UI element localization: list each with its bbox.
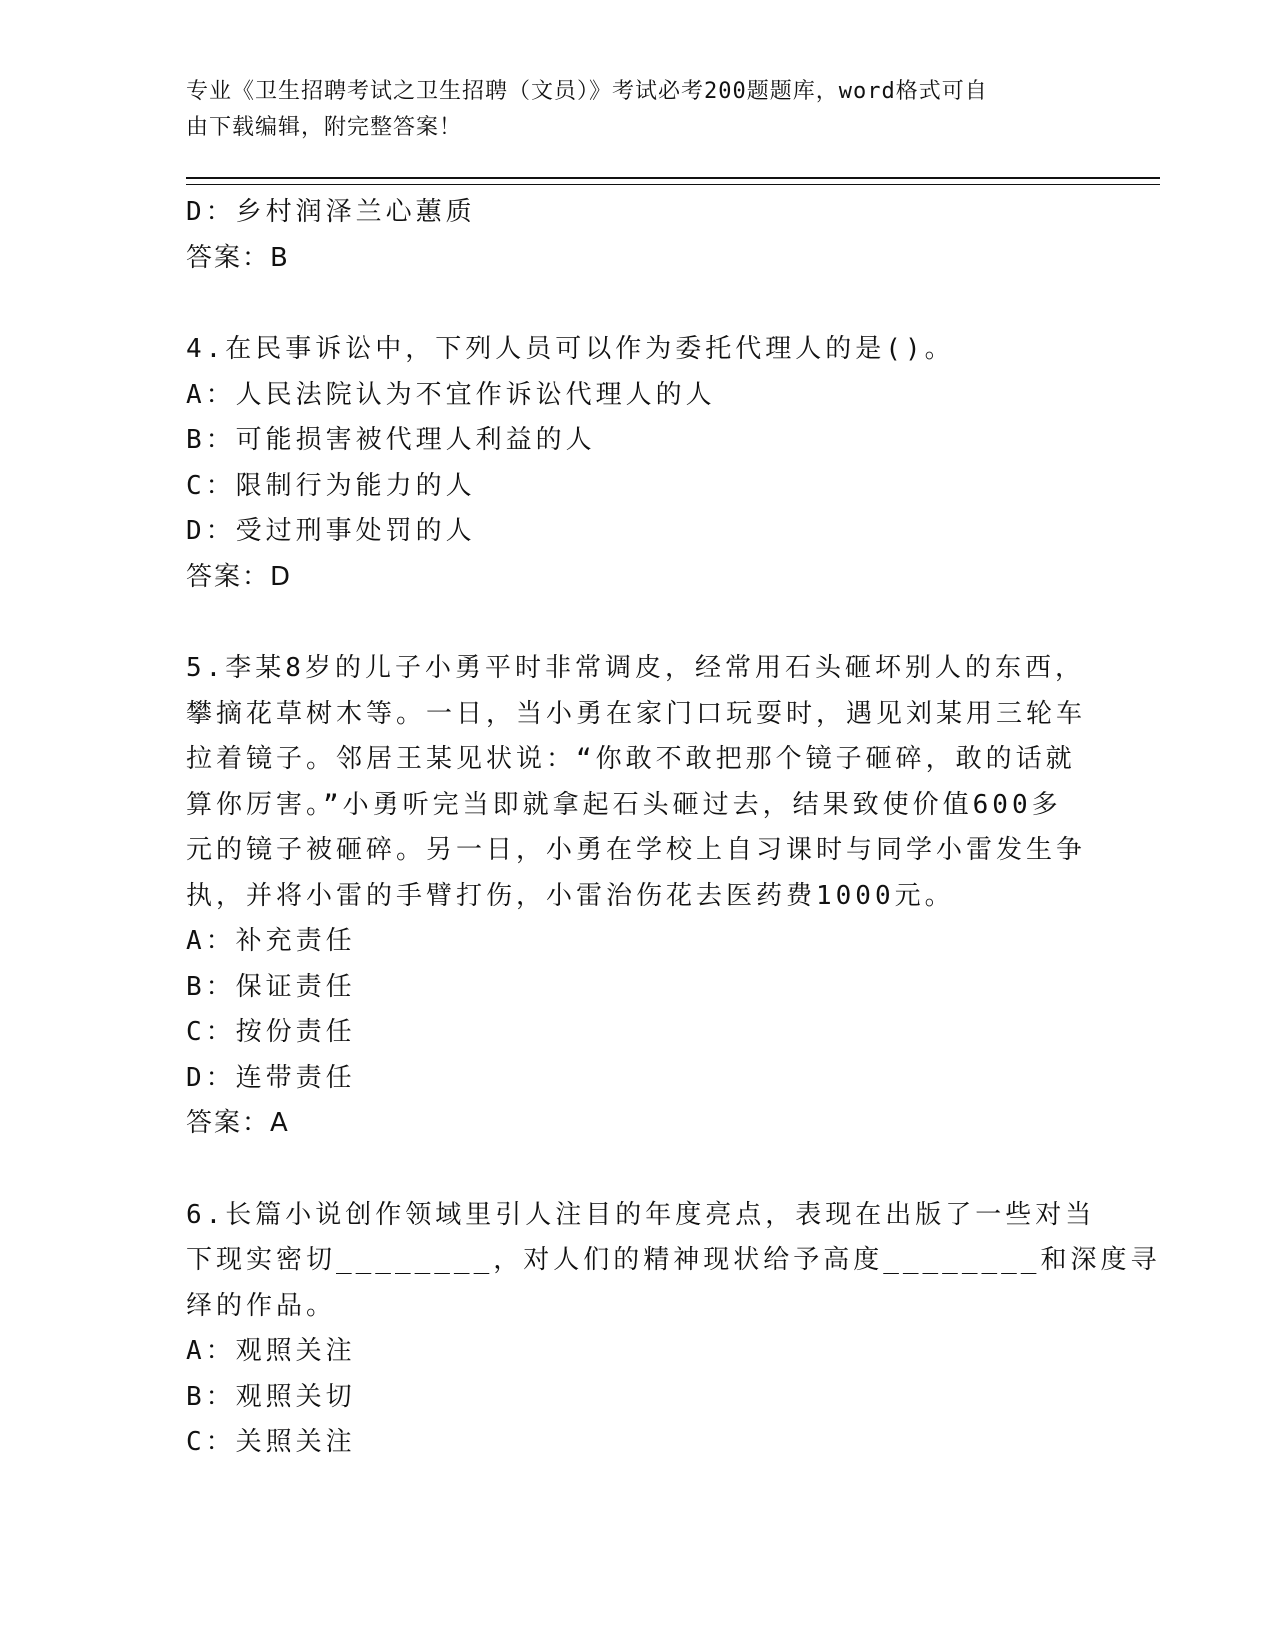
- answer: 答案：A: [186, 1108, 290, 1138]
- document-body: [186, 190, 1161, 1466]
- option-c: C：限制行为能力的人: [186, 470, 476, 501]
- option-b: B：观照关切: [186, 1381, 356, 1412]
- question-3-tail: [186, 190, 1066, 281]
- question-stem: [186, 646, 1087, 919]
- option-c: C：按份责任: [186, 1017, 356, 1047]
- stem-line: 元的镜子被砸碎。另一日，小勇在学校上自习课时与同学小雷发生争: [186, 835, 1087, 865]
- stem-line: 绎的作品。: [186, 1290, 337, 1321]
- question-4: [186, 327, 1066, 600]
- document-header: [186, 74, 1086, 146]
- header-line-2: 由下载编辑，附完整答案！: [186, 115, 463, 140]
- stem-line: 5.李某8岁的儿子小勇平时非常调皮，经常用石头砸坏别人的东西，: [186, 653, 1085, 683]
- header-line-1: 专业《卫生招聘考试之卫生招聘（文员）》考试必考200题题库，word格式可自: [186, 79, 988, 104]
- option-c: C：关照关注: [186, 1427, 356, 1457]
- stem-line: 6.长篇小说创作领域里引人注目的年度亮点，表现在出版了一些对当: [186, 1199, 1096, 1230]
- question-stem: [186, 1193, 1161, 1330]
- answer: 答案：B: [186, 242, 290, 273]
- option-d: D：乡村润泽兰心蕙质: [186, 197, 476, 227]
- option-d: D：受过刑事处罚的人: [186, 516, 476, 546]
- stem-line: 下现实密切________，对人们的精神现状给予高度________和深度寻: [186, 1245, 1161, 1275]
- stem-line: 拉着镜子。邻居王某见状说：“你敢不敢把那个镜子砸碎，敢的话就: [186, 744, 1076, 774]
- question-5: [186, 646, 1087, 1147]
- option-a: A：人民法院认为不宜作诉讼代理人的人: [186, 379, 716, 410]
- option-a: A：观照关注: [186, 1336, 356, 1366]
- stem-line: 4.在民事诉讼中，下列人员可以作为委托代理人的是()。: [186, 334, 955, 364]
- stem-line: 算你厉害。”小勇听完当即就拿起石头砸过去，结果致使价值600多: [186, 789, 1062, 820]
- header-divider: [186, 177, 1160, 185]
- option-b: B：可能损害被代理人利益的人: [186, 425, 596, 455]
- answer: 答案：D: [186, 561, 293, 592]
- option-d: D：连带责任: [186, 1062, 356, 1093]
- stem-line: 执，并将小雷的手臂打伤，小雷治伤花去医药费1000元。: [186, 880, 955, 911]
- question-stem: [186, 327, 1066, 373]
- question-6: [186, 1193, 1161, 1466]
- option-a: A：补充责任: [186, 926, 356, 956]
- stem-line: 攀摘花草树木等。一日，当小勇在家门口玩耍时，遇见刘某用三轮车: [186, 698, 1087, 729]
- option-b: B：保证责任: [186, 971, 356, 1002]
